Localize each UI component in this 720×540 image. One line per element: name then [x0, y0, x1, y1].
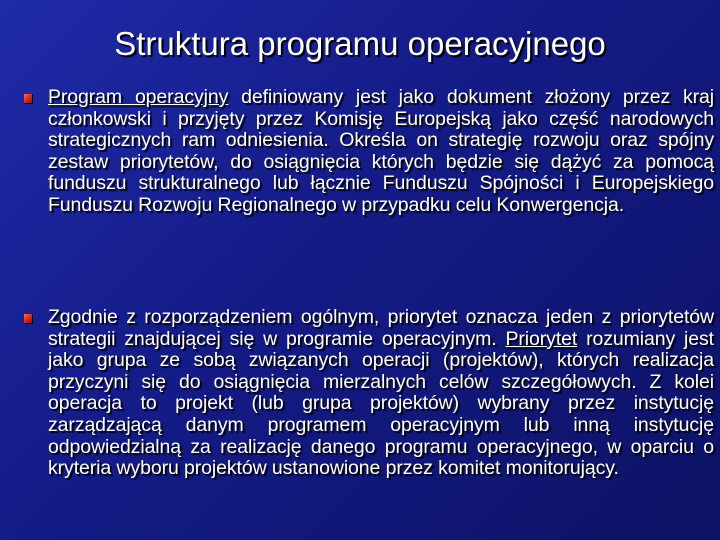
slide-title: Struktura programu operacyjnego [114, 25, 606, 62]
bullet-item-program-definition [24, 87, 714, 217]
bullet-body-text-before: Zgodnie z rozporządzeniem ogólnym, priorytet oznacza jeden z priorytetów strategii znajdującej się w programie operacyjnym. [48, 306, 714, 350]
bullet-text [48, 307, 714, 480]
square-bullet-icon [24, 94, 32, 103]
bullet-text [48, 87, 714, 217]
bullet-item-priority-definition [24, 307, 714, 480]
underlined-term-program: Program operacyjny [48, 86, 229, 108]
square-bullet-icon [24, 314, 32, 323]
underlined-term-priorytet: Priorytet [505, 327, 578, 350]
bullet-body-text-after: rozumiany jest jako grupa ze sobą związanych operacji (projektów), których realizacja przyczyni się do osiągnięcia mierzalnych celów szczegółowych. Z kolei operacja to projekt (lub grupa projektów) wybrany przez instytucję zarządzającą danym programem operacyjnym lub inną instytucję odpowiedzialną za realizację danego programu operacyjnego, w oparciu o kryteria wyboru projektów ustanowione przez komitet monitorujący. [48, 327, 714, 480]
bullet-body-text: definiowany jest jako dokument złożony przez kraj członkowski i przyjęty przez Komisję Europejską jako część narodowych strategicznych ram odniesienia. Określa on strategię rozwoju oraz spójny zestaw priorytetów, do osiągnięcia których będzie się dążyć za pomocą funduszu strukturalnego lub łącznie Funduszu Spójności i Europejskiego Funduszu Rozwoju Regionalnego w przypadku celu Konwergencja. [48, 86, 714, 216]
